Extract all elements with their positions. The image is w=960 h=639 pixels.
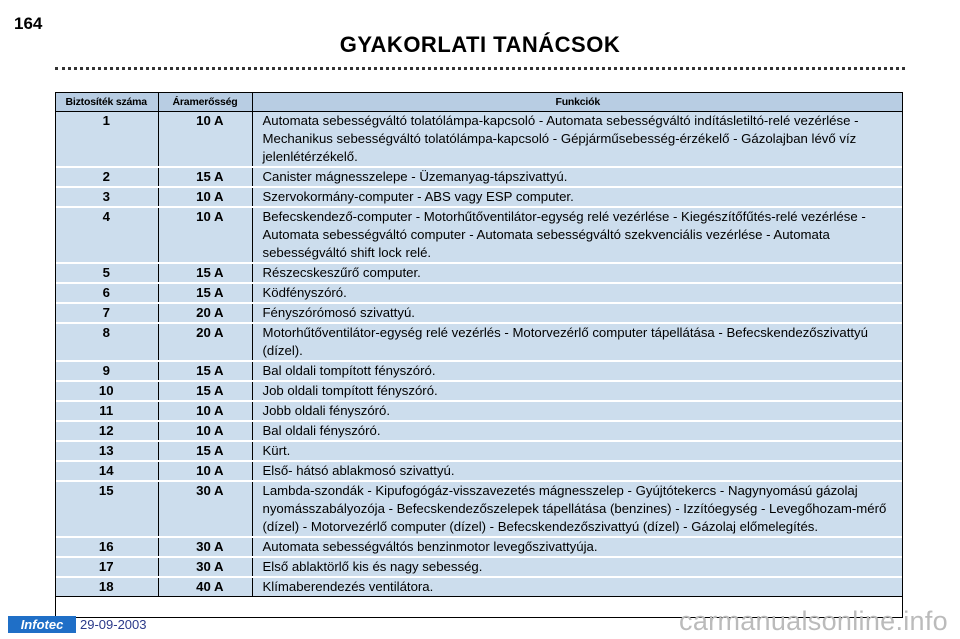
table-row bbox=[55, 481, 903, 537]
amperage-cell: 20 A bbox=[158, 303, 252, 323]
table-row bbox=[55, 167, 903, 187]
function-cell: Első ablaktörlő kis és nagy sebesség. bbox=[252, 557, 903, 577]
table-row bbox=[55, 283, 903, 303]
function-cell: Részecskeszűrő computer. bbox=[252, 263, 903, 283]
infotec-logo: Infotec bbox=[8, 616, 76, 633]
amperage-cell: 30 A bbox=[158, 481, 252, 537]
amperage-cell: 15 A bbox=[158, 263, 252, 283]
table-row bbox=[55, 401, 903, 421]
amperage-cell: 15 A bbox=[158, 283, 252, 303]
table-row bbox=[55, 537, 903, 557]
fuse-number-cell: 4 bbox=[55, 207, 158, 263]
fuse-number-cell: 1 bbox=[55, 112, 158, 168]
amperage-cell: 10 A bbox=[158, 207, 252, 263]
amperage-cell: 15 A bbox=[158, 381, 252, 401]
function-cell: Motorhűtőventilátor-egység relé vezérlés - Motorvezérlő computer tápellátása - Befecskendezőszivattyú (dízel). bbox=[252, 323, 903, 361]
fuse-number-cell: 18 bbox=[55, 577, 158, 597]
amperage-cell: 40 A bbox=[158, 577, 252, 597]
table-row bbox=[55, 207, 903, 263]
function-cell: Automata sebességváltó tolatólámpa-kapcsoló - Automata sebességváltó indításletiltó-relé vezérlése - Mechanikus sebességváltó tolatólámpa-kapcsoló - Gépjárműsebesség-érzékelő - Gázolajban lévő víz jelenlétérzékelő. bbox=[252, 112, 903, 168]
table-row bbox=[55, 381, 903, 401]
function-cell: Kürt. bbox=[252, 441, 903, 461]
function-cell: Ködfényszóró. bbox=[252, 283, 903, 303]
table-row bbox=[55, 577, 903, 597]
fuse-number-cell: 8 bbox=[55, 323, 158, 361]
header-amperage: Áramerősség bbox=[158, 92, 252, 112]
fuse-number-cell: 16 bbox=[55, 537, 158, 557]
function-cell: Bal oldali tompított fényszóró. bbox=[252, 361, 903, 381]
table-row bbox=[55, 441, 903, 461]
fuse-number-cell: 2 bbox=[55, 167, 158, 187]
table-row bbox=[55, 421, 903, 441]
amperage-cell: 10 A bbox=[158, 421, 252, 441]
header-fuse-number: Biztosíték száma bbox=[55, 92, 158, 112]
function-cell: Automata sebességváltós benzinmotor levegőszivattyúja. bbox=[252, 537, 903, 557]
fuse-number-cell: 13 bbox=[55, 441, 158, 461]
table-row bbox=[55, 187, 903, 207]
function-cell: Fényszórómosó szivattyú. bbox=[252, 303, 903, 323]
amperage-cell: 20 A bbox=[158, 323, 252, 361]
fuse-number-cell: 11 bbox=[55, 401, 158, 421]
fuse-number-cell: 7 bbox=[55, 303, 158, 323]
fuse-number-cell: 3 bbox=[55, 187, 158, 207]
page-number: 164 bbox=[14, 14, 43, 33]
amperage-cell: 10 A bbox=[158, 187, 252, 207]
amperage-cell: 30 A bbox=[158, 537, 252, 557]
fuse-number-cell: 9 bbox=[55, 361, 158, 381]
function-cell: Job oldali tompított fényszóró. bbox=[252, 381, 903, 401]
table-row bbox=[55, 112, 903, 168]
fuse-number-cell: 10 bbox=[55, 381, 158, 401]
function-cell: Befecskendező-computer - Motorhűtőventilátor-egység relé vezérlése - Kiegészítőfűtés-relé vezérlése - Automata sebességváltó computer - Automata sebességváltó szekvenciális vezérlése - Automata sebességváltó shift lock relé. bbox=[252, 207, 903, 263]
amperage-cell: 15 A bbox=[158, 167, 252, 187]
header-functions: Funkciók bbox=[252, 92, 903, 112]
fuse-number-cell: 5 bbox=[55, 263, 158, 283]
amperage-cell: 10 A bbox=[158, 401, 252, 421]
table-header-row bbox=[55, 92, 903, 112]
table-row bbox=[55, 323, 903, 361]
table-row bbox=[55, 557, 903, 577]
fuse-number-cell: 17 bbox=[55, 557, 158, 577]
table-row bbox=[55, 461, 903, 481]
function-cell: Canister mágnesszelepe - Üzemanyag-tápszivattyú. bbox=[252, 167, 903, 187]
function-cell: Első- hátsó ablakmosó szivattyú. bbox=[252, 461, 903, 481]
footer-date: 29-09-2003 bbox=[80, 617, 147, 632]
amperage-cell: 15 A bbox=[158, 361, 252, 381]
fuse-number-cell: 6 bbox=[55, 283, 158, 303]
function-cell: Jobb oldali fényszóró. bbox=[252, 401, 903, 421]
function-cell: Lambda-szondák - Kipufogógáz-visszavezetés mágnesszelep - Gyújtótekercs - Nagynyomású gázolaj nyomásszabályozója - Befecskendezőszelepek tápellátása (benzines) - Izzítóegység - Levegőhozam-mérő (dízel) - Motorvezérlő computer (dízel) - Befecskendezőszivattyú (dízel) - Gázolaj előmelegítés. bbox=[252, 481, 903, 537]
watermark: carmanualsonline.info bbox=[679, 606, 948, 636]
function-cell: Klímaberendezés ventilátora. bbox=[252, 577, 903, 597]
amperage-cell: 10 A bbox=[158, 112, 252, 168]
amperage-cell: 10 A bbox=[158, 461, 252, 481]
page-title: GYAKORLATI TANÁCSOK bbox=[339, 32, 621, 57]
table-row bbox=[55, 361, 903, 381]
function-cell: Bal oldali fényszóró. bbox=[252, 421, 903, 441]
table-row bbox=[55, 263, 903, 283]
amperage-cell: 30 A bbox=[158, 557, 252, 577]
function-cell: Szervokormány-computer - ABS vagy ESP computer. bbox=[252, 187, 903, 207]
amperage-cell: 15 A bbox=[158, 441, 252, 461]
fuse-number-cell: 12 bbox=[55, 421, 158, 441]
fuse-table bbox=[55, 92, 903, 597]
fuse-number-cell: 15 bbox=[55, 481, 158, 537]
fuse-number-cell: 14 bbox=[55, 461, 158, 481]
title-divider bbox=[55, 67, 905, 70]
table-row bbox=[55, 303, 903, 323]
